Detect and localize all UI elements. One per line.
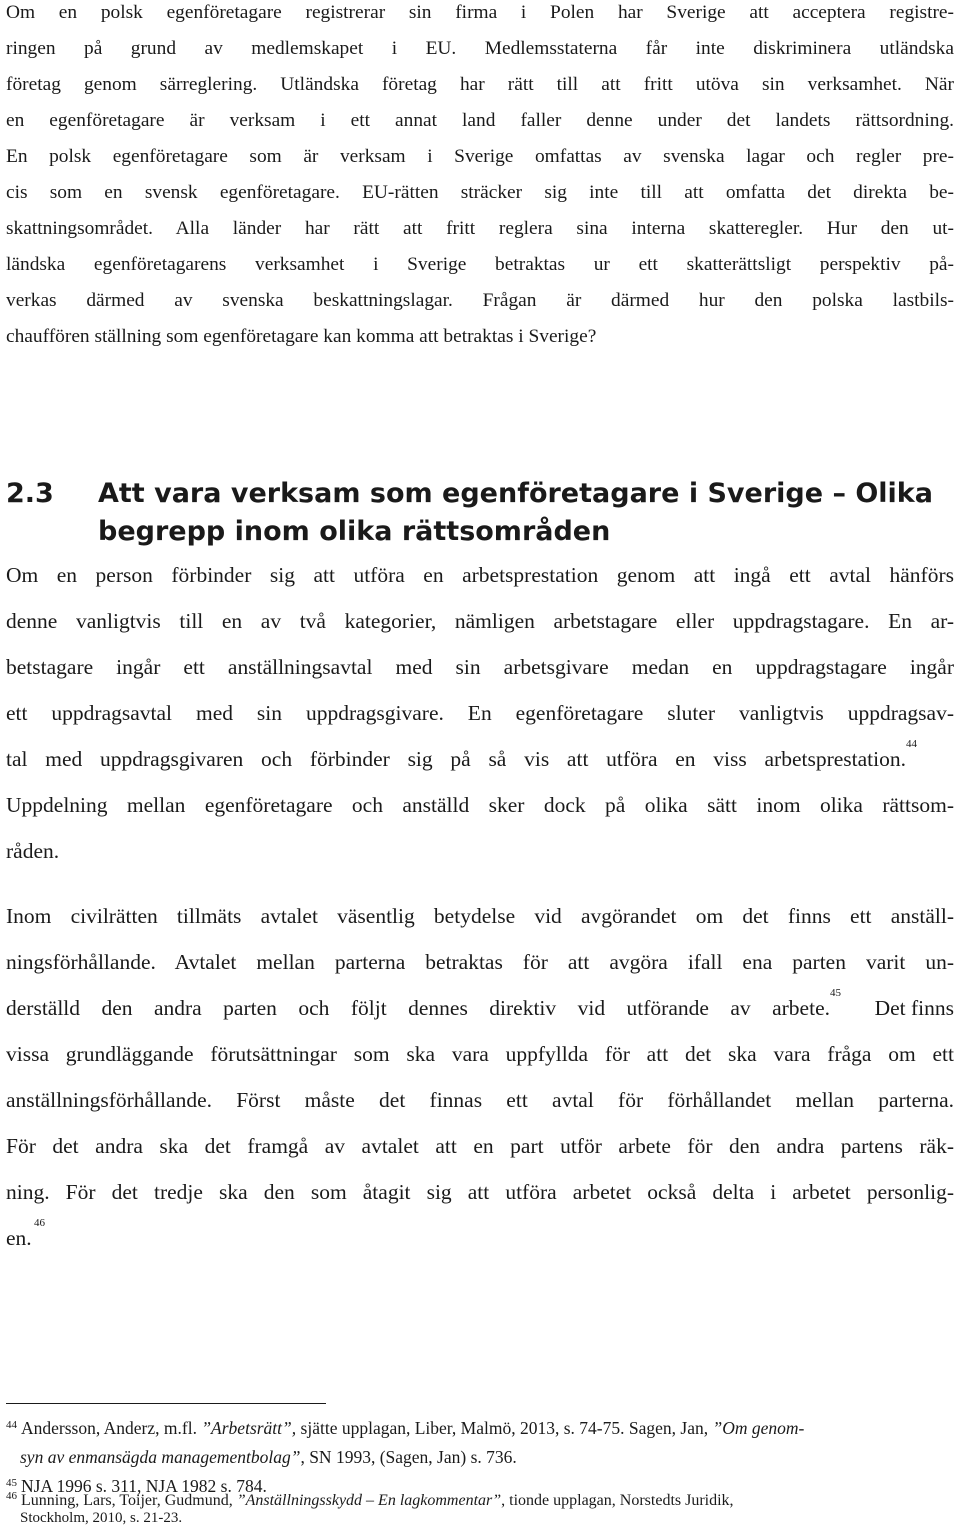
text-line — [6, 996, 830, 1021]
text-line: vissa grundläggande förutsättningar som ska vara uppfyllda för att det ska vara fråga om ett — [6, 1042, 954, 1066]
footnote-text: , SN 1993, (Sagen, Jan) s. 736. — [300, 1447, 517, 1467]
footnote-44-cont — [20, 1447, 517, 1468]
text-line: ländska egenföretagarens verksamhet i Sverige betraktas ur ett skatterättsligt perspektiv på- — [6, 254, 954, 275]
text-line: ett uppdragsavtal med sin uppdragsgivare. En egenföretagare sluter vanligtvis uppdragsav- — [6, 701, 954, 725]
footnote-text: , tionde upplagan, Norstedts Juridik, — [501, 1492, 734, 1509]
footnote-title: ”Anställningsskydd – En lagkommentar” — [236, 1492, 502, 1509]
section-title-line-2: begrepp inom olika rättsområden — [98, 516, 611, 547]
text-line: cis som en svensk egenföretagare. EU-rätten sträcker sig inte till att omfatta det direkta be- — [6, 182, 954, 203]
footnote-title: ”Om genom- — [712, 1418, 805, 1438]
footnote-marker: 45 — [6, 1477, 17, 1489]
footnote-marker: 46 — [6, 1490, 17, 1502]
footnote-text: Stockholm, 2010, s. 21-23. — [20, 1510, 183, 1526]
text-line: denne vanligtvis till en av två kategorier, nämligen arbetstagare eller uppdragstagare. En ar- — [6, 609, 954, 633]
footnote-text: sjätte upplagan, Liber, Malmö, 2013, s. 74-75. Sagen, Jan, — [296, 1418, 713, 1438]
footnote-44 — [6, 1418, 954, 1439]
footnote-title: ”Arbetsrätt”, — [201, 1418, 297, 1438]
text-line: Om en person förbinder sig att utföra en arbetsprestation genom att ingå ett avtal hänförs — [6, 563, 954, 587]
footnote-ref-45[interactable]: 45 — [830, 987, 841, 999]
section-number: 2.3 — [6, 478, 54, 509]
footnote-text: Lunning, Lars, Toijer, Gudmund, — [21, 1492, 237, 1509]
footnote-marker: 44 — [6, 1419, 17, 1431]
footnote-text: NJA 1996 s. 311, NJA 1982 s. 784. — [21, 1476, 267, 1496]
text-line: anställningsförhållande. Först måste det finnas ett avtal för förhållandet mellan parterna. — [6, 1088, 954, 1112]
footnote-title: syn av enmansägda managementbolag” — [20, 1447, 301, 1467]
text-line: en egenföretagare är verksam i ett annat land faller denne under det landets rättsordning. — [6, 110, 954, 131]
footnote-ref-44[interactable]: 44 — [906, 738, 917, 750]
footnote-ref-46[interactable]: 46 — [34, 1217, 45, 1229]
footnote-separator — [6, 1403, 326, 1404]
text-line: Om en polsk egenföretagare registrerar sin firma i Polen har Sverige att acceptera registre- — [6, 2, 954, 23]
text-line: verkas därmed av svenska beskattningslagar. Frågan är därmed hur den polska lastbils- — [6, 290, 954, 311]
text-line: ringen på grund av medlemskapet i EU. Medlemsstaterna får inte diskriminera utländska — [6, 38, 954, 59]
section-title-line-1: Att vara verksam som egenföretagare i Sverige – Olika — [98, 478, 933, 509]
text-line: chauffören ställning som egenföretagare kan komma att betraktas i Sverige? — [6, 326, 597, 347]
text-span: derställd den andra parten och följt dennes direktiv vid utförande av arbete. — [6, 996, 830, 1020]
text-line: betstagare ingår ett anställningsavtal med sin arbetsgivare medan en uppdragstagare ingår — [6, 655, 954, 679]
text-line: råden. — [6, 839, 60, 863]
text-line: ning. För det tredje ska den som åtagit sig att utföra arbetet också delta i arbetet personlig- — [6, 1180, 954, 1204]
text-line: Inom civilrätten tillmäts avtalet väsentlig betydelse vid avgörandet om det finns ett anställ- — [6, 904, 954, 928]
text-span: tal med uppdragsgivaren och förbinder sig på så vis att utföra en viss arbetsprestation. — [6, 747, 906, 771]
footnote-46 — [6, 1492, 734, 1510]
text-line: ningsförhållande. Avtalet mellan parterna betraktas för att avgöra ifall ena parten varit un- — [6, 950, 954, 974]
footnote-46-cont — [20, 1510, 182, 1527]
text-line: en. — [6, 1226, 32, 1250]
text-line: företag genom särreglering. Utländska företag har rätt till att fritt utöva sin verksamhet. När — [6, 74, 954, 95]
text-line — [6, 747, 906, 772]
text-line: En polsk egenföretagare som är verksam i Sverige omfattas av svenska lagar och regler pre- — [6, 146, 954, 167]
text-line: skattningsområdet. Alla länder har rätt att fritt reglera sina interna skatteregler. Hur den ut- — [6, 218, 954, 239]
text-line: Uppdelning mellan egenföretagare och anställd sker dock på olika sätt inom olika rättsom- — [6, 793, 954, 817]
text-line: För det andra ska det framgå av avtalet att en part utför arbete för den andra partens räk- — [6, 1134, 954, 1158]
footnote-text: Andersson, Anderz, m.fl. — [21, 1418, 202, 1438]
text-line: Det finns — [874, 996, 954, 1020]
